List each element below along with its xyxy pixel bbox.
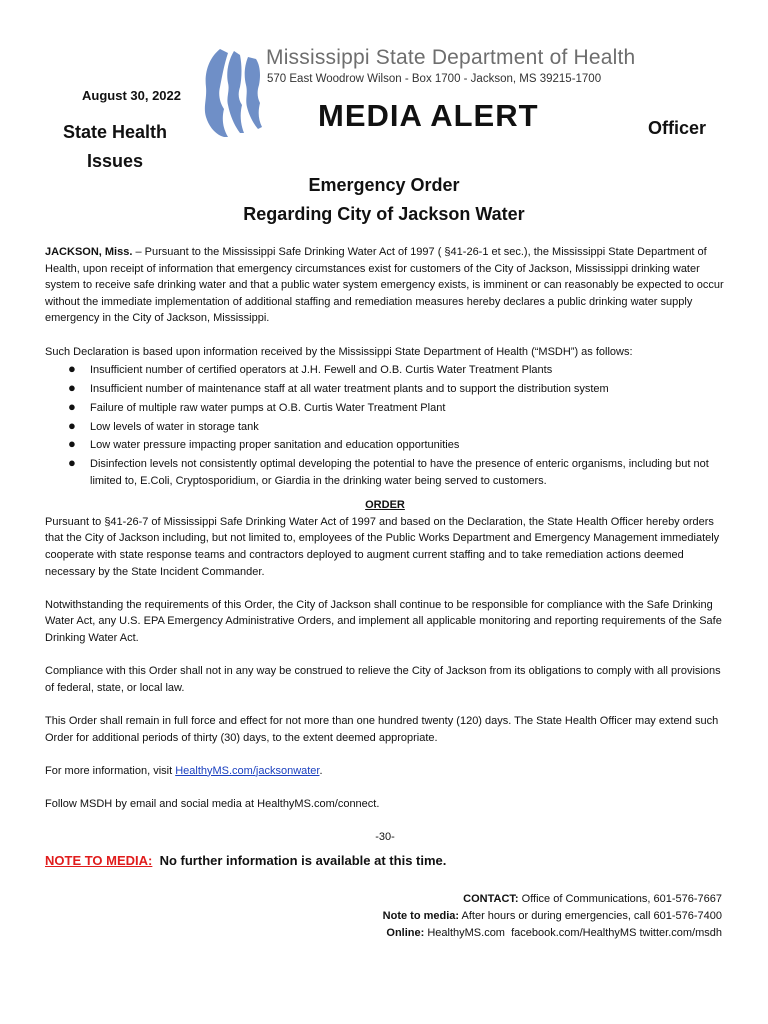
bullet-icon: ● xyxy=(68,379,76,395)
order-paragraph-3: Compliance with this Order shall not in any way be construed to relieve the City of Jackson from its obligations to comply with all provisions of federal, state, or local law. xyxy=(45,665,721,694)
contact-label: CONTACT: xyxy=(463,893,519,905)
org-name: Mississippi State Department of Health xyxy=(266,46,636,69)
bullet-icon: ● xyxy=(68,361,76,377)
note-to-media xyxy=(45,853,446,868)
list-item xyxy=(68,361,725,379)
list-item xyxy=(68,455,725,489)
after-hours-label: Note to media: xyxy=(382,910,460,922)
title-line-1: Emergency Order xyxy=(308,175,460,195)
dateline: JACKSON, Miss. xyxy=(45,246,133,258)
contact-block xyxy=(383,891,722,942)
issues-line: Issues xyxy=(86,151,144,171)
org-address: 570 East Woodrow Wilson - Box 1700 - Jackson, MS 39215-1700 xyxy=(267,73,602,85)
declaration-lead: Such Declaration is based upon information received by the Mississippi State Department of Health (“MSDH”) as follows: xyxy=(45,345,633,358)
officer-label: Officer xyxy=(648,118,707,138)
declaration-list xyxy=(45,362,725,489)
intro-paragraph xyxy=(45,244,725,327)
state-health-line: State Health xyxy=(62,122,168,142)
bullet-icon: ● xyxy=(68,398,76,414)
note-label: NOTE TO MEDIA: xyxy=(45,853,153,868)
bullet-icon: ● xyxy=(68,436,76,452)
list-item xyxy=(68,417,725,436)
end-mark: -30- xyxy=(375,831,395,844)
contact-text: Office of Communications, 601-576-7667 xyxy=(518,893,722,905)
after-hours-line xyxy=(383,908,722,925)
title-line-2: Regarding City of Jackson Water xyxy=(243,204,525,224)
msdh-logo-icon xyxy=(200,47,264,139)
list-item xyxy=(68,379,725,398)
online-line xyxy=(383,925,722,942)
online-label: Online: xyxy=(386,927,425,939)
order-paragraph-4: This Order shall remain in full force and effect for not more than one hundred twenty (120) days. The State Health Officer may extend such Order for additional periods of thirty (30) days, to the extent deemed appropriate. xyxy=(45,714,719,744)
order-paragraph-2: Notwithstanding the requirements of this Order, the City of Jackson shall continue to be responsible for compliance with the Safe Drinking Water Act, any U.S. EPA Emergency Administrative Orders, and implement all applicable monitoring and reporting requirements of the Safe Drinking Water Act. xyxy=(45,598,722,644)
order-heading: ORDER xyxy=(365,499,405,512)
follow-text: Follow MSDH by email and social media at HealthyMS.com/connect. xyxy=(45,797,380,810)
contact-line xyxy=(383,891,722,908)
list-item-text: Insufficient number of maintenance staff at all water treatment plants and to support the distribution system xyxy=(90,382,609,395)
list-item-text: Insufficient number of certified operators at J.H. Fewell and O.B. Curtis Water Treatment Plants xyxy=(90,364,553,377)
release-date: August 30, 2022 xyxy=(82,88,181,103)
list-item-text: Failure of multiple raw water pumps at O.B. Curtis Water Treatment Plant xyxy=(90,401,446,414)
list-item-text: Low water pressure impacting proper sanitation and education opportunities xyxy=(90,439,460,452)
jacksonwater-link[interactable]: HealthyMS.com/jacksonwater xyxy=(175,764,320,777)
online-text: HealthyMS.com facebook.com/HealthyMS twitter.com/msdh xyxy=(424,927,722,939)
bullet-icon: ● xyxy=(68,417,76,433)
bullet-icon: ● xyxy=(68,455,76,471)
intro-text: – Pursuant to the Mississippi Safe Drinking Water Act of 1997 ( §41-26-1 et sec.), the Mississippi State Department of Health, upon receipt of information that emergency circumstances exist for customers of the City of Jackson, Mississippi drinking water system to receive safe drinking water and that a public water system emergency exists, is imminent or can reasonably be expected to occur without the immediate implementation of additional staffing and remediation measures hereby declares a public drinking water supply emergency in the City of Jackson, Mississippi. xyxy=(45,246,724,325)
list-item xyxy=(68,436,725,454)
more-info-lead: For more information, visit xyxy=(45,764,176,777)
note-text: No further information is available at this time. xyxy=(152,853,447,868)
media-alert-heading: MEDIA ALERT xyxy=(318,98,539,133)
release-body xyxy=(45,244,725,862)
more-info-tail: . xyxy=(319,764,323,777)
after-hours-text: After hours or during emergencies, call 601-576-7400 xyxy=(459,910,722,922)
list-item-text: Low levels of water in storage tank xyxy=(90,420,259,433)
order-paragraph-1: Pursuant to §41-26-7 of Mississippi Safe Drinking Water Act of 1997 and based on the Declaration, the State Health Officer hereby orders that the City of Jackson including, but not limited to, employees of the Public Works Department and Emergency Management immediately cooperate with state response teams and contractors deployed to augment current staffing and to take remediation actions deemed necessary by the State Incident Commander. xyxy=(45,515,720,578)
state-health-issues xyxy=(55,118,175,176)
list-item xyxy=(68,398,725,417)
more-info xyxy=(45,763,725,780)
list-item-text: Disinfection levels not consistently optimal developing the potential to have the presence of enteric organisms, including but not limited to, E.Coli, Cryptosporidium, or Giardia in the drinking water being served to customers. xyxy=(90,458,709,487)
